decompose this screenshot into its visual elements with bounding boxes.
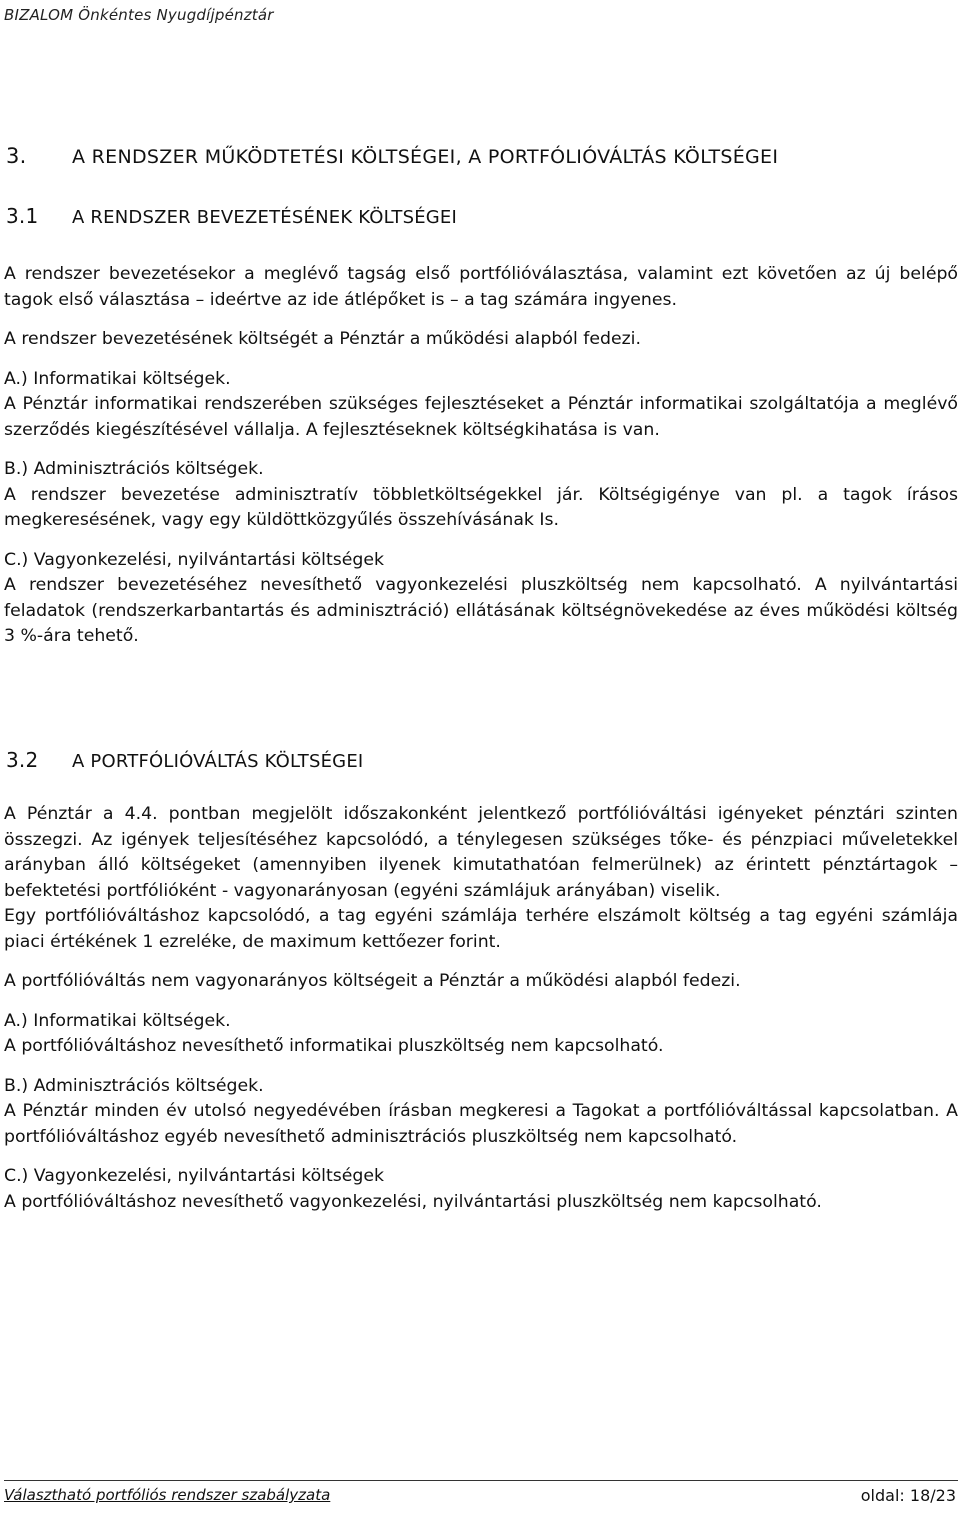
paragraph: Egy portfólióváltáshoz kapcsolódó, a tag egyéni számlája terhére elszámolt költség a tag egyéni számlája piaci értékének 1 ezreléke, de maximum kettőezer forint. bbox=[4, 906, 958, 952]
section-3-heading bbox=[6, 144, 778, 168]
subheading-adminisztracios: B.) Adminisztrációs költségek. bbox=[4, 459, 264, 479]
section-3-2-body bbox=[4, 802, 958, 1215]
section-3-title: A RENDSZER MŰKÖDTETÉSI KÖLTSÉGEI, A PORTFÓLIÓVÁLTÁS KÖLTSÉGEI bbox=[72, 146, 779, 168]
page-header: BIZALOM Önkéntes Nyugdíjpénztár bbox=[4, 6, 274, 24]
paragraph: A portfólióváltáshoz nevesíthető informatikai pluszköltség nem kapcsolható. bbox=[4, 1036, 664, 1056]
section-3-1-heading bbox=[6, 204, 457, 228]
paragraph: A rendszer bevezetéséhez nevesíthető vagyonkezelési pluszköltség nem kapcsolható. A nyilvántartási feladatok (rendszerkarbantartás és adminisztráció) ellátásának költségnövekedése az éves működési költség 3 %-ára tehető. bbox=[4, 575, 958, 646]
subheading-vagyonkezelesi: C.) Vagyonkezelési, nyilvántartási költségek bbox=[4, 1166, 385, 1186]
subheading-vagyonkezelesi: C.) Vagyonkezelési, nyilvántartási költségek bbox=[4, 549, 385, 570]
subheading-adminisztracios: B.) Adminisztrációs költségek. bbox=[4, 1075, 264, 1096]
section-3-2-title: A PORTFÓLIÓVÁLTÁS KÖLTSÉGEI bbox=[72, 751, 364, 772]
section-3-1-body bbox=[4, 262, 958, 650]
paragraph: A rendszer bevezetése adminisztratív többletköltségekkel jár. Költségigénye van pl. a tagok írásos megkeresésének, vagy egy küldöttközgyűlés összehívásának Is. bbox=[4, 484, 958, 530]
footer-document-title: Választható portfóliós rendszer szabályzata bbox=[4, 1486, 331, 1504]
section-3-1-title: A RENDSZER BEVEZETÉSÉNEK KÖLTSÉGEI bbox=[72, 207, 458, 228]
section-3-2-heading bbox=[6, 748, 363, 772]
section-3-2-number: 3.2 bbox=[6, 748, 39, 772]
section-3-1-number: 3.1 bbox=[6, 204, 39, 228]
paragraph: A portfólióváltás nem vagyonarányos költségeit a Pénztár a működési alapból fedezi. bbox=[4, 971, 741, 991]
footer-page-number: oldal: 18/23 bbox=[860, 1486, 956, 1505]
section-3-number: 3. bbox=[6, 144, 27, 168]
paragraph: A rendszer bevezetésének költségét a Pénztár a működési alapból fedezi. bbox=[4, 329, 641, 349]
subheading-informatikai: A.) Informatikai költségek. bbox=[4, 1010, 231, 1031]
paragraph: A Pénztár minden év utolsó negyedévében írásban megkeresi a Tagokat a portfólióváltással kapcsolatban. A portfólióváltáshoz egyéb nevesíthető adminisztrációs pluszköltség nem kapcsolható. bbox=[4, 1101, 958, 1147]
paragraph: A Pénztár a 4.4. pontban megjelölt időszakonként jelentkező portfólióváltási igényeket pénztári szinten összegzi. Az igények teljesítéséhez kapcsolódó, a ténylegesen szükséges tőke- és pénzpiaci műveletekkel arányban álló költségeket (amennyiben ilyenek kimutathatóan felmerülnek) az érintett pénztártagok – befektetési portfólióként - vagyonarányosan (egyéni számlájuk arányában) viselik. bbox=[4, 804, 958, 901]
subheading-informatikai: A.) Informatikai költségek. bbox=[4, 368, 231, 389]
paragraph: A rendszer bevezetésekor a meglévő tagság első portfólióválasztása, valamint ezt követően az új belépő tagok első választása – ideértve az ide átlépőket is – a tag számára ingyenes. bbox=[4, 264, 958, 310]
footer-rule bbox=[4, 1480, 958, 1481]
paragraph: A Pénztár informatikai rendszerében szükséges fejlesztéseket a Pénztár informatikai szolgáltatója a meglévő szerződés kiegészítésével vállalja. A fejlesztéseknek költségkihatása is van. bbox=[4, 394, 958, 440]
paragraph: A portfólióváltáshoz nevesíthető vagyonkezelési, nyilvántartási pluszköltség nem kapcsolható. bbox=[4, 1191, 822, 1212]
